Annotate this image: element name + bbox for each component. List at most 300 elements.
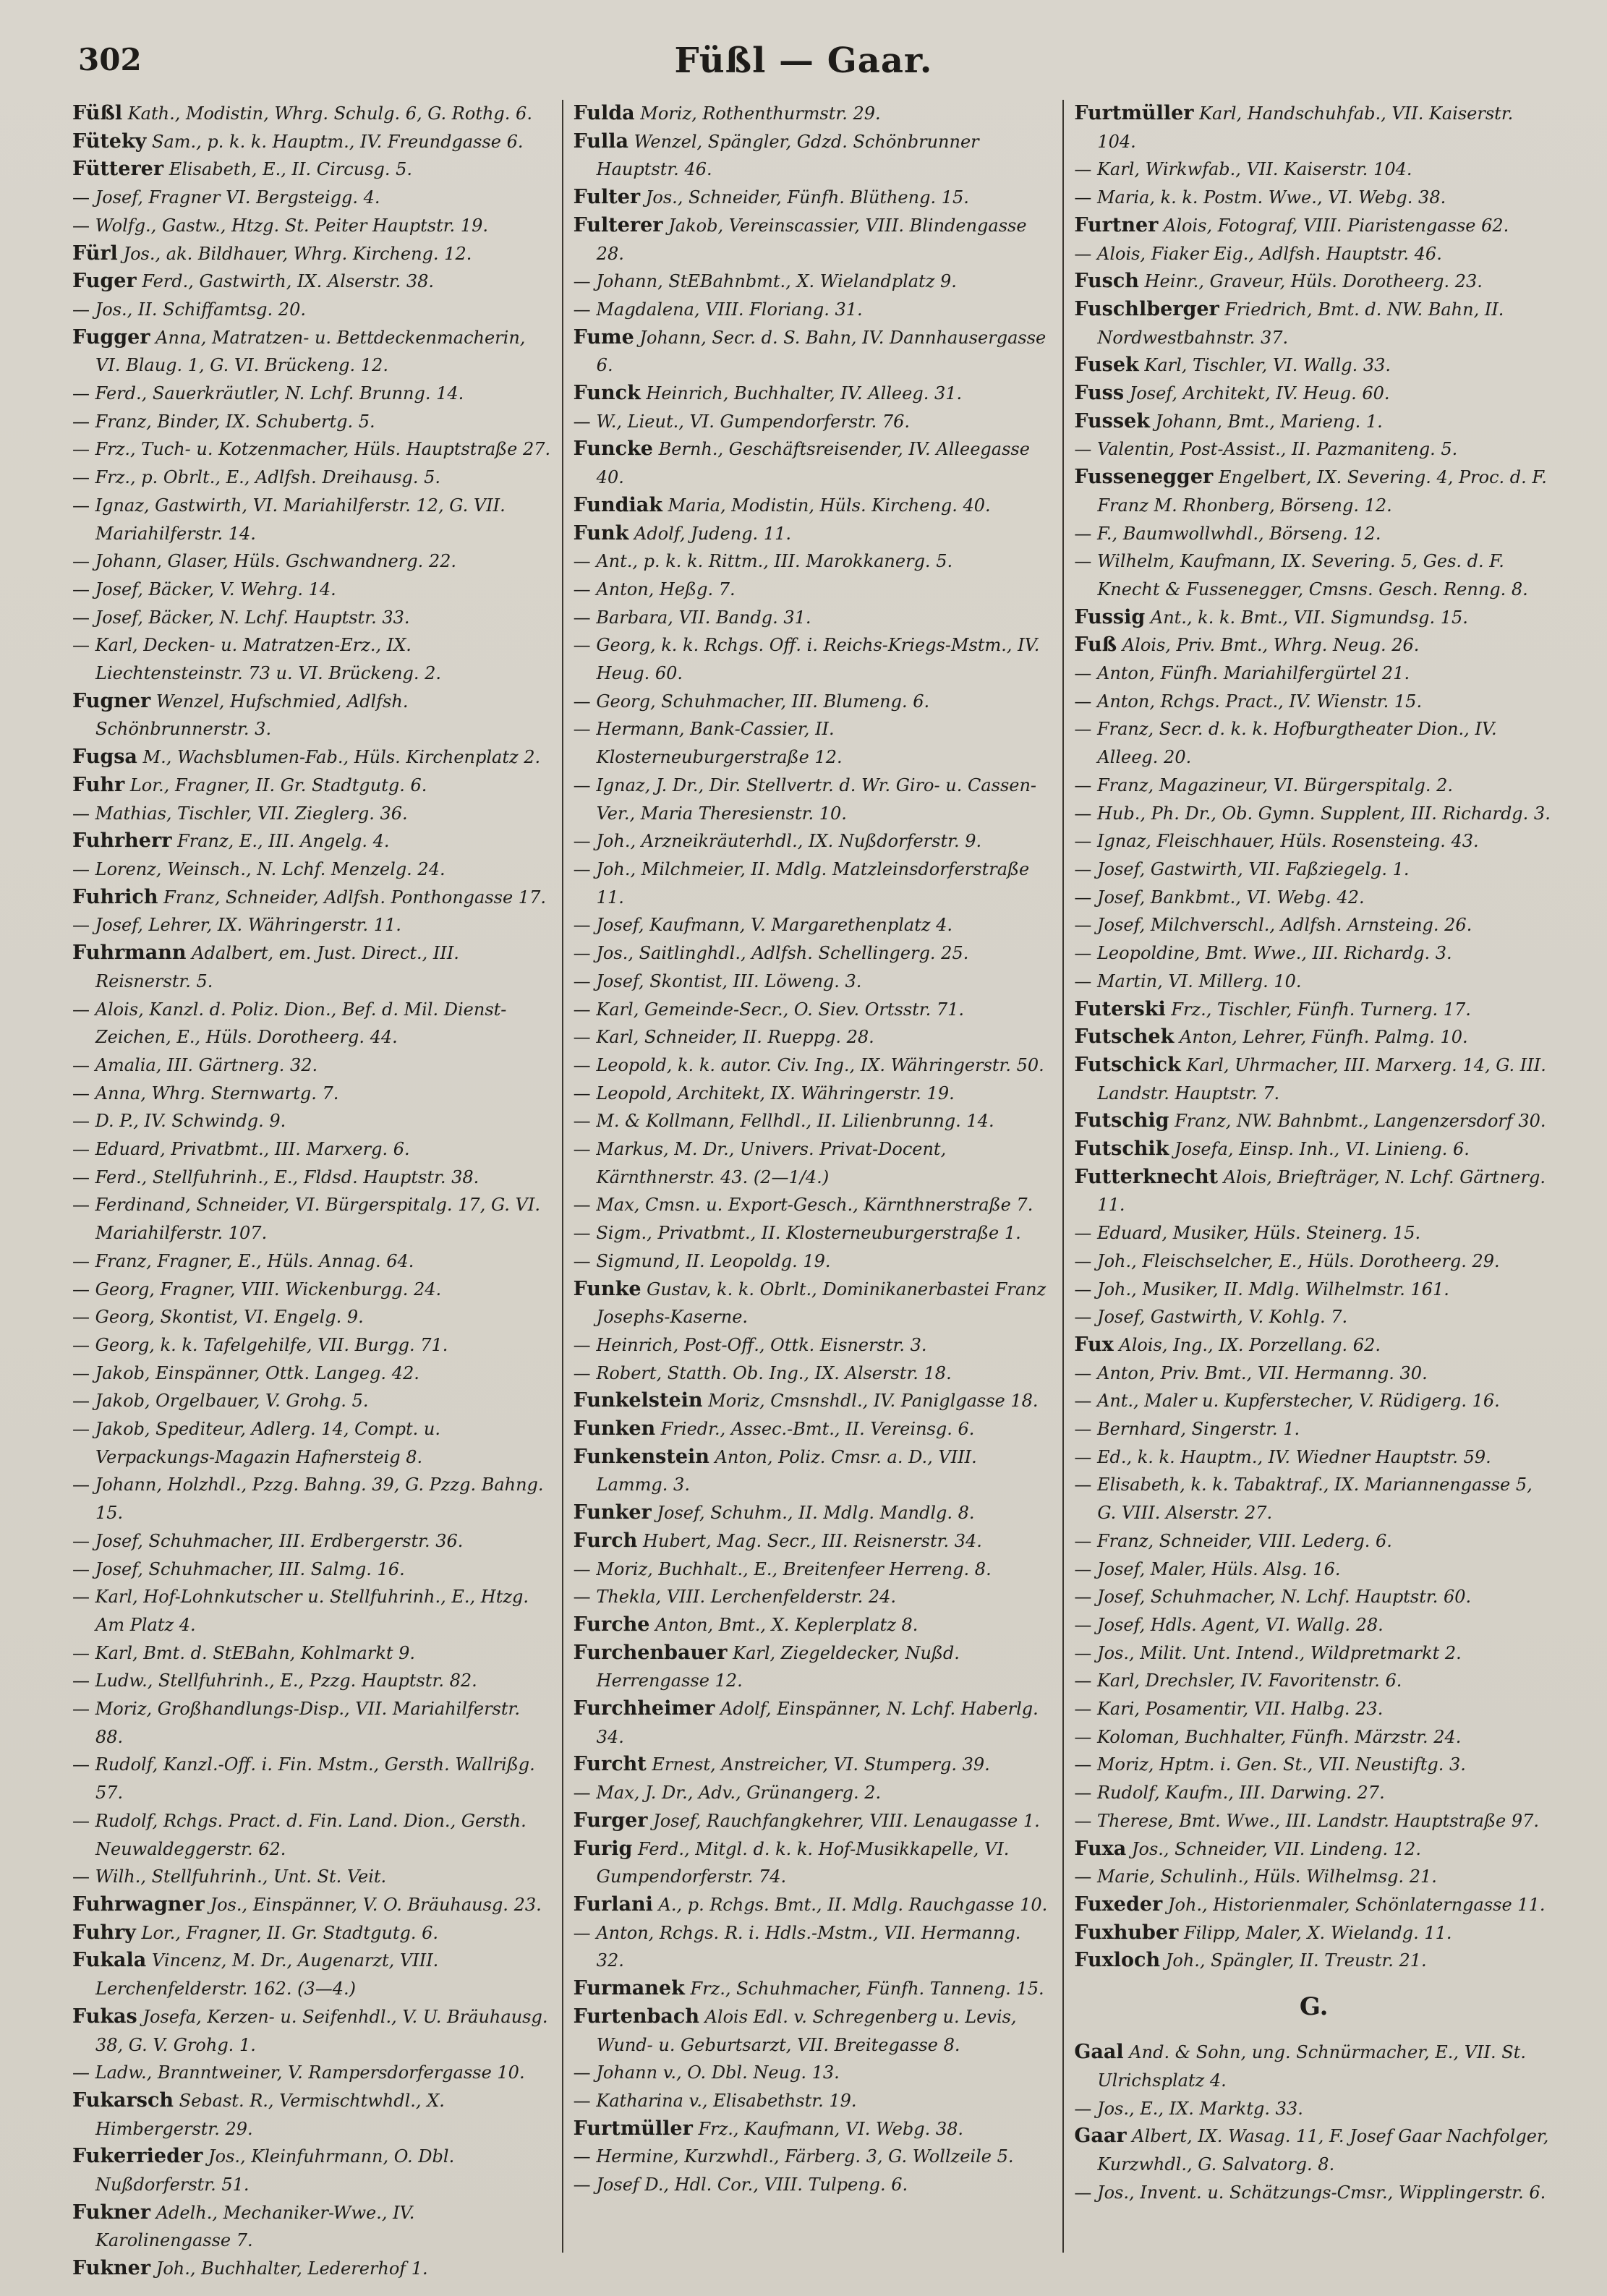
column-3-entries-after bbox=[1074, 2039, 1553, 2206]
directory-entry bbox=[1074, 939, 1553, 968]
directory-entry bbox=[72, 1107, 552, 1135]
directory-entry bbox=[1074, 772, 1553, 800]
entry-details: — Georg, Fragner, VIII. Wickenburgg. 24. bbox=[72, 1279, 441, 1299]
entry-details: — Ant., p. k. k. Rittm., III. Marokkanerg. 5. bbox=[574, 551, 952, 571]
directory-entry bbox=[574, 1107, 1053, 1135]
entry-surname: Funcke bbox=[573, 438, 653, 461]
directory-entry bbox=[574, 715, 1053, 771]
directory-entry bbox=[1074, 1751, 1553, 1779]
entry-details: Joh., Spängler, II. Treustr. 21. bbox=[1165, 1950, 1427, 1971]
entry-details: — Ed., k. k. Hauptm., IV. Wiedner Hauptstr. 59. bbox=[1074, 1447, 1491, 1467]
directory-entry bbox=[1074, 715, 1553, 771]
entry-details: — Ferd., Sauerkräutler, N. Lchf. Brunng. 14. bbox=[72, 383, 464, 404]
entry-details: — Joh., Musiker, II. Mdlg. Wilhelmstr. 161. bbox=[1074, 1279, 1449, 1299]
entry-details: — Anton, Priv. Bmt., VII. Hermanng. 30. bbox=[1074, 1363, 1427, 1383]
directory-entry bbox=[72, 2199, 552, 2255]
directory-entry bbox=[574, 2087, 1053, 2115]
directory-entry bbox=[574, 939, 1053, 968]
entry-details: Jos., Schneider, VII. Lindeng. 12. bbox=[1131, 1838, 1421, 1859]
entry-details: — Ignaz, Gastwirth, VI. Mariahilferstr. 12, G. VII. Mariahilferstr. 14. bbox=[72, 495, 506, 544]
entry-details: — Georg, Skontist, VI. Engelg. 9. bbox=[72, 1307, 364, 1327]
entry-details: Moriz, Rothenthurmstr. 29. bbox=[640, 103, 881, 124]
entry-details: Franz, Schneider, Adlfsh. Ponthongasse 17. bbox=[163, 887, 546, 908]
entry-surname: Furig bbox=[573, 1837, 633, 1860]
entry-surname: Fuhrwagner bbox=[72, 1893, 205, 1916]
entry-surname: Funke bbox=[573, 1277, 641, 1300]
directory-entry bbox=[72, 435, 552, 464]
entry-details: — Valentin, Post-Assist., II. Pazmaniteng. 5. bbox=[1074, 439, 1457, 459]
entry-details: Engelbert, IX. Severing. 4, Proc. d. F. Franz M. Rhonberg, Börseng. 12. bbox=[1097, 467, 1547, 516]
directory-entry bbox=[72, 1919, 552, 1947]
entry-surname: Fusch bbox=[1074, 270, 1139, 293]
entry-details: — Josef, Lehrer, IX. Währingerstr. 11. bbox=[72, 915, 401, 935]
directory-entry bbox=[574, 1695, 1053, 1751]
entry-surname: Funkelstein bbox=[573, 1389, 703, 1412]
entry-surname: Fussek bbox=[1074, 409, 1150, 432]
entry-details: Anna, Matratzen- u. Bettdeckenmacherin, VI. Blaug. 1, G. VI. Brückeng. 12. bbox=[95, 327, 526, 376]
directory-entry bbox=[72, 100, 552, 128]
directory-entry bbox=[1074, 1415, 1553, 1443]
entry-surname: Fume bbox=[573, 325, 634, 349]
directory-entry bbox=[1074, 351, 1553, 380]
entry-details: — Jos., II. Schiffamtsg. 20. bbox=[72, 299, 306, 320]
directory-entry bbox=[72, 268, 552, 296]
directory-entry bbox=[574, 380, 1053, 408]
entry-details: — Hermine, Kurzwhdl., Färberg. 3, G. Wollzeile 5. bbox=[574, 2146, 1014, 2167]
entry-details: Josef, Architekt, IV. Heug. 60. bbox=[1129, 383, 1390, 404]
entry-details: — Elisabeth, k. k. Tabaktraf., IX. Mariannengasse 5, G. VIII. Alserstr. 27. bbox=[1074, 1475, 1532, 1523]
entry-surname: Fugner bbox=[72, 689, 151, 712]
entry-details: — Sigmund, II. Leopoldg. 19. bbox=[574, 1251, 831, 1271]
entry-details: — Alois, Fiaker Eig., Adlfsh. Hauptstr. 46. bbox=[1074, 244, 1442, 264]
directory-entry bbox=[1074, 2039, 1553, 2094]
entry-surname: Furger bbox=[573, 1809, 648, 1832]
entry-details: — Amalia, III. Gärtnerg. 32. bbox=[72, 1055, 317, 1075]
entry-details: Johann, Bmt., Marieng. 1. bbox=[1155, 411, 1383, 432]
entry-details: — Max, Cmsn. u. Export-Gesch., Kärnthnerstraße 7. bbox=[574, 1195, 1033, 1215]
directory-entry bbox=[72, 743, 552, 772]
entry-details: — Anton, Rchgs. R. i. Hdls.-Mstm., VII. Hermanng. 32. bbox=[574, 1923, 1021, 1971]
directory-entry bbox=[72, 240, 552, 268]
directory-entry bbox=[574, 324, 1053, 380]
page-number: 302 bbox=[78, 42, 142, 77]
entry-surname: Furche bbox=[573, 1613, 650, 1636]
entry-details: — Joh., Milchmeier, II. Mdlg. Matzleinsdorferstraße 11. bbox=[574, 859, 1030, 908]
directory-entry bbox=[574, 2115, 1053, 2143]
directory-entry bbox=[72, 604, 552, 632]
directory-entry bbox=[72, 1164, 552, 1192]
entry-surname: Fundiak bbox=[573, 493, 662, 516]
entry-details: — Ferdinand, Schneider, VI. Bürgerspitalg. 17, G. VI. Mariahilferstr. 107. bbox=[72, 1195, 540, 1243]
directory-entry bbox=[574, 1499, 1053, 1527]
directory-entry bbox=[1074, 1276, 1553, 1304]
entry-details: Alois, Priv. Bmt., Whrg. Neug. 26. bbox=[1122, 635, 1420, 656]
entry-surname: Futerski bbox=[1074, 997, 1166, 1020]
entry-surname: Furmanek bbox=[573, 1977, 685, 2000]
entry-details: — Magdalena, VIII. Floriang. 31. bbox=[574, 299, 863, 320]
entry-details: Ant., k. k. Bmt., VII. Sigmundsg. 15. bbox=[1150, 607, 1468, 628]
entry-surname: Fütterer bbox=[72, 158, 164, 181]
directory-entry bbox=[574, 604, 1053, 632]
directory-entry bbox=[72, 1751, 552, 1806]
entry-details: Elisabeth, E., II. Circusg. 5. bbox=[169, 159, 413, 180]
directory-entry bbox=[1074, 240, 1553, 268]
entry-details: Jos., Kleinfuhrmann, O. Dbl. Nußdorferstr. 51. bbox=[95, 2146, 455, 2195]
directory-entry bbox=[1074, 1107, 1553, 1135]
directory-entry bbox=[574, 855, 1053, 911]
directory-entry bbox=[72, 324, 552, 380]
entry-details: — Wilh., Stellfuhrinh., Unt. St. Veit. bbox=[72, 1866, 386, 1887]
entry-details: Anton, Lehrer, Fünfh. Palmg. 10. bbox=[1179, 1027, 1468, 1048]
entry-details: — Josef, Fragner VI. Bergsteigg. 4. bbox=[72, 187, 380, 208]
directory-entry bbox=[574, 1611, 1053, 1639]
entry-surname: Fukerrieder bbox=[72, 2145, 203, 2168]
entry-surname: Furch bbox=[573, 1529, 638, 1552]
column-2 bbox=[562, 100, 1063, 2253]
entry-details: — Alois, Kanzl. d. Poliz. Dion., Bef. d. Mil. Dienst-Zeichen, E., Hüls. Dorotheerg. 44. bbox=[72, 999, 506, 1048]
directory-entry bbox=[1074, 1667, 1553, 1695]
entry-details: — Franz, Fragner, E., Hüls. Annag. 64. bbox=[72, 1251, 414, 1271]
directory-entry bbox=[1074, 631, 1553, 660]
entry-details: — Jos., Milit. Unt. Intend., Wildpretmarkt 2. bbox=[1074, 1643, 1461, 1663]
entry-details: — Lorenz, Weinsch., N. Lchf. Menzelg. 24. bbox=[72, 859, 446, 879]
entry-surname: Fuhrmann bbox=[72, 942, 187, 965]
directory-entry bbox=[574, 827, 1053, 855]
directory-entry bbox=[72, 576, 552, 604]
directory-entry bbox=[574, 772, 1053, 827]
entry-surname: Fukarsch bbox=[72, 2088, 174, 2112]
entry-details: — Wolfg., Gastw., Htzg. St. Peiter Hauptstr. 19. bbox=[72, 215, 488, 236]
directory-entry bbox=[574, 1835, 1053, 1891]
directory-entry bbox=[72, 996, 552, 1051]
entry-details: Heinrich, Buchhalter, IV. Alleeg. 31. bbox=[646, 383, 963, 404]
directory-entry bbox=[574, 1751, 1053, 1779]
entry-details: — Leopold, Architekt, IX. Währingerstr. 19. bbox=[574, 1083, 955, 1104]
entry-surname: Fuhr bbox=[72, 773, 125, 796]
directory-entry bbox=[574, 296, 1053, 324]
directory-entry bbox=[574, 1276, 1053, 1331]
entry-details: Heinr., Graveur, Hüls. Dorotheerg. 23. bbox=[1144, 271, 1483, 292]
directory-entry bbox=[574, 1247, 1053, 1276]
entry-details: — Georg, k. k. Rchgs. Off. i. Reichs-Kriegs-Mstm., IV. Heug. 60. bbox=[574, 635, 1040, 683]
entry-details: — Jos., Invent. u. Schätzungs-Cmsr., Wipplingerstr. 6. bbox=[1074, 2182, 1546, 2203]
directory-entry bbox=[574, 1360, 1053, 1388]
entry-details: — Rudolf, Kanzl.-Off. i. Fin. Mstm., Gersth. Wallrißg. 57. bbox=[72, 1754, 535, 1803]
directory-entry bbox=[1074, 100, 1553, 155]
entry-details: — Max, J. Dr., Adv., Grünangerg. 2. bbox=[574, 1783, 881, 1803]
directory-entry bbox=[574, 1555, 1053, 1584]
directory-entry bbox=[574, 1919, 1053, 1975]
directory-entry bbox=[1074, 688, 1553, 716]
entry-details: Josef, Schuhm., II. Mdlg. Mandlg. 8. bbox=[657, 1503, 975, 1524]
entry-surname: Fukas bbox=[72, 2005, 137, 2028]
entry-details: Maria, Modistin, Hüls. Kircheng. 40. bbox=[668, 495, 991, 516]
directory-entry bbox=[72, 800, 552, 828]
column-1 bbox=[72, 100, 562, 2280]
directory-entry bbox=[574, 212, 1053, 268]
entry-surname: Fukala bbox=[72, 1949, 147, 1972]
entry-details: Adelh., Mechaniker-Wwe., IV. Karolinengasse 7. bbox=[95, 2202, 415, 2251]
entry-surname: Fulla bbox=[573, 129, 629, 153]
entry-details: — Jakob, Einspänner, Ottk. Langeg. 42. bbox=[72, 1363, 419, 1383]
entry-details: — Josef, Skontist, III. Löweng. 3. bbox=[574, 971, 862, 991]
entry-surname: Funck bbox=[573, 382, 641, 405]
entry-details: — Jos., E., IX. Marktg. 33. bbox=[1074, 2099, 1303, 2119]
entry-details: Karl, Ziegeldecker, Nußd. Herrengasse 12. bbox=[596, 1642, 960, 1691]
entry-surname: Furlani bbox=[573, 1893, 653, 1916]
entry-details: — Ferd., Stellfuhrinh., E., Fldsd. Hauptstr. 38. bbox=[72, 1167, 479, 1187]
directory-entry bbox=[72, 1051, 552, 1080]
directory-entry bbox=[72, 855, 552, 884]
entry-details: — F., Baumwollwhdl., Börseng. 12. bbox=[1074, 524, 1381, 544]
entry-details: — Jakob, Orgelbauer, V. Grohg. 5. bbox=[72, 1391, 368, 1411]
directory-entry bbox=[1074, 1807, 1553, 1835]
directory-entry bbox=[574, 1443, 1053, 1499]
entry-details: Kath., Modistin, Whrg. Schulg. 6, G. Rothg. 6. bbox=[127, 103, 532, 124]
directory-entry bbox=[72, 1947, 552, 2002]
directory-entry bbox=[1074, 1919, 1553, 1947]
entry-details: Jakob, Vereinscassier, VIII. Blindengasse 28. bbox=[596, 215, 1027, 264]
entry-details: And. & Sohn, ung. Schnürmacher, E., VII. St. Ulrichsplatz 4. bbox=[1097, 2042, 1526, 2091]
directory-entry bbox=[72, 1247, 552, 1276]
entry-details: — Johann v., O. Dbl. Neug. 13. bbox=[574, 2062, 840, 2083]
entry-details: — Josef, Gastwirth, V. Kohlg. 7. bbox=[1074, 1307, 1347, 1327]
entry-details: — Moriz, Hptm. i. Gen. St., VII. Neustiftg. 3. bbox=[1074, 1754, 1466, 1775]
entry-details: — Jakob, Spediteur, Adlerg. 14, Compt. u. Verpackungs-Magazin Hafnersteig 8. bbox=[72, 1419, 440, 1467]
directory-entry bbox=[72, 631, 552, 687]
directory-entry bbox=[1074, 1695, 1553, 1723]
entry-details: — Anton, Heßg. 7. bbox=[574, 579, 736, 599]
directory-entry bbox=[72, 884, 552, 912]
entry-details: Franz, E., III. Angelg. 4. bbox=[177, 831, 390, 852]
entry-details: — Karl, Schneider, II. Rueppg. 28. bbox=[574, 1027, 874, 1047]
column-3-entries bbox=[1074, 100, 1553, 1975]
entry-details: — Heinrich, Post-Off., Ottk. Eisnerstr. 3. bbox=[574, 1335, 927, 1355]
entry-details: — Rudolf, Rchgs. Pract. d. Fin. Land. Dion., Gersth. Neuwaldeggerstr. 62. bbox=[72, 1811, 527, 1859]
directory-entry bbox=[574, 1080, 1053, 1108]
directory-entry bbox=[1074, 996, 1553, 1024]
entry-details: Frz., Tischler, Fünfh. Turnerg. 17. bbox=[1171, 999, 1471, 1020]
entry-details: — Mathias, Tischler, VII. Zieglerg. 36. bbox=[72, 803, 408, 824]
directory-entry bbox=[72, 1276, 552, 1304]
entry-details: — Anna, Whrg. Sternwartg. 7. bbox=[72, 1083, 338, 1104]
directory-entry bbox=[72, 2059, 552, 2087]
directory-entry bbox=[574, 520, 1053, 548]
entry-details: — Hub., Ph. Dr., Ob. Gymn. Supplent, III. Richardg. 3. bbox=[1074, 803, 1550, 824]
directory-entry bbox=[574, 2059, 1053, 2087]
entry-surname: Fuhrherr bbox=[72, 829, 172, 853]
entry-surname: Fux bbox=[1074, 1333, 1114, 1356]
entry-details: Jos., Schneider, Fünfh. Blütheng. 15. bbox=[645, 187, 969, 208]
directory-entry bbox=[1074, 2122, 1553, 2178]
entry-details: Lor., Fragner, II. Gr. Stadtgutg. 6. bbox=[141, 1922, 439, 1943]
entry-details: — Thekla, VIII. Lerchenfelderstr. 24. bbox=[574, 1587, 896, 1607]
directory-entry bbox=[72, 408, 552, 436]
entry-details: — Leopoldine, Bmt. Wwe., III. Richardg. 3. bbox=[1074, 943, 1452, 963]
directory-entry bbox=[574, 268, 1053, 296]
directory-entry bbox=[574, 631, 1053, 687]
entry-details: Friedr., Assec.-Bmt., II. Vereinsg. 6. bbox=[660, 1419, 975, 1440]
entry-details: Friedrich, Bmt. d. NW. Bahn, II. Nordwestbahnstr. 37. bbox=[1097, 299, 1504, 348]
entry-details: — Koloman, Buchhalter, Fünfh. Märzstr. 24. bbox=[1074, 1727, 1461, 1747]
directory-entry bbox=[574, 547, 1053, 576]
directory-entry bbox=[1074, 1583, 1553, 1611]
directory-entry bbox=[72, 2255, 552, 2283]
entry-surname: Fuhrich bbox=[72, 885, 158, 908]
entry-details: — Rudolf, Kaufm., III. Darwing. 27. bbox=[1074, 1783, 1384, 1803]
entry-details: — Frz., p. Obrlt., E., Adlfsh. Dreihausg. 5. bbox=[72, 467, 440, 487]
directory-entry bbox=[574, 1415, 1053, 1443]
directory-entry bbox=[1074, 268, 1553, 296]
entry-details: — Karl, Decken- u. Matratzen-Erz., IX. Liechtensteinstr. 73 u. VI. Brückeng. 2. bbox=[72, 635, 441, 683]
entry-details: — Robert, Statth. Ob. Ing., IX. Alserstr. 18. bbox=[574, 1363, 952, 1383]
directory-entry bbox=[574, 2003, 1053, 2059]
directory-entry bbox=[574, 1387, 1053, 1415]
entry-surname: Fürl bbox=[72, 242, 118, 265]
directory-entry bbox=[72, 547, 552, 576]
entry-surname: Gaar bbox=[1074, 2125, 1127, 2148]
directory-entry bbox=[72, 2003, 552, 2059]
entry-details: — Josef, Bäcker, N. Lchf. Hauptstr. 33. bbox=[72, 607, 410, 628]
entry-surname: Fukner bbox=[72, 2257, 151, 2280]
directory-entry bbox=[1074, 1219, 1553, 1247]
entry-details: — Georg, Schuhmacher, III. Blumeng. 6. bbox=[574, 691, 929, 712]
entry-details: Bernh., Geschäftsreisender, IV. Alleegasse 40. bbox=[596, 439, 1030, 488]
entry-details: Josefa, Kerzen- u. Seifenhdl., V. U. Bräuhausg. 38, G. V. Grohg. 1. bbox=[95, 2006, 548, 2055]
directory-entry bbox=[1074, 2095, 1553, 2123]
directory-entry bbox=[1074, 1947, 1553, 1975]
entry-surname: Fussig bbox=[1074, 605, 1146, 628]
entry-details: Wenzel, Spängler, Gdzd. Schönbrunner Hauptstr. 46. bbox=[596, 131, 979, 180]
directory-entry bbox=[1074, 1891, 1553, 1919]
directory-entry bbox=[72, 1471, 552, 1527]
directory-entry bbox=[1074, 435, 1553, 464]
directory-entry bbox=[1074, 155, 1553, 184]
directory-entry bbox=[574, 968, 1053, 996]
directory-entry bbox=[1074, 1835, 1553, 1864]
directory-entry bbox=[72, 688, 552, 743]
entry-surname: Fulda bbox=[573, 102, 635, 124]
directory-entry bbox=[72, 1667, 552, 1695]
entry-details: — W., Lieut., VI. Gumpendorferstr. 76. bbox=[574, 411, 910, 432]
directory-entry bbox=[1074, 380, 1553, 408]
directory-entry bbox=[1074, 1023, 1553, 1051]
entry-details: — Josef, Bäcker, V. Wehrg. 14. bbox=[72, 579, 336, 599]
entry-surname: Furtner bbox=[1074, 213, 1159, 236]
entry-surname: Futterknecht bbox=[1074, 1165, 1219, 1188]
entry-surname: Funk bbox=[573, 521, 629, 545]
entry-details: — Ant., Maler u. Kupferstecher, V. Rüdigerg. 16. bbox=[1074, 1391, 1499, 1411]
directory-entry bbox=[72, 1387, 552, 1415]
directory-entry bbox=[72, 1695, 552, 1751]
entry-details: M., Wachsblumen-Fab., Hüls. Kirchenplatz 2. bbox=[142, 747, 541, 768]
directory-entry bbox=[1074, 1639, 1553, 1668]
entry-details: Filipp, Maler, X. Wielandg. 11. bbox=[1183, 1922, 1452, 1943]
entry-details: — Karl, Drechsler, IV. Favoritenstr. 6. bbox=[1074, 1670, 1402, 1691]
entry-details: Frz., Kaufmann, VI. Webg. 38. bbox=[698, 2118, 964, 2139]
entry-surname: Fuxloch bbox=[1074, 1949, 1161, 1972]
directory-entry bbox=[72, 184, 552, 212]
entry-details: — Bernhard, Singerstr. 1. bbox=[1074, 1419, 1300, 1439]
entry-details: Alois, Fotograf, VIII. Piaristengasse 62. bbox=[1164, 215, 1509, 236]
entry-surname: Fussenegger bbox=[1074, 466, 1214, 489]
directory-entry bbox=[1074, 1387, 1553, 1415]
entry-details: — Moriz, Großhandlungs-Disp., VII. Mariahilferstr. 88. bbox=[72, 1699, 520, 1747]
directory-entry bbox=[1074, 827, 1553, 855]
directory-entry bbox=[1074, 1247, 1553, 1276]
directory-entry bbox=[1074, 296, 1553, 351]
directory-entry bbox=[1074, 1527, 1553, 1555]
directory-entry bbox=[72, 296, 552, 324]
entry-details: — Sigm., Privatbmt., II. Klosterneuburgerstraße 1. bbox=[574, 1223, 1021, 1243]
entry-surname: Furtmüller bbox=[1074, 102, 1194, 124]
directory-entry bbox=[1074, 604, 1553, 632]
entry-details: Ferd., Gastwirth, IX. Alserstr. 38. bbox=[142, 271, 435, 292]
directory-entry bbox=[72, 1191, 552, 1247]
entry-details: Gustav, k. k. Obrlt., Dominikanerbastei Franz Josephs-Kaserne. bbox=[596, 1279, 1047, 1328]
directory-entry bbox=[72, 1639, 552, 1668]
directory-entry bbox=[574, 1527, 1053, 1555]
entry-surname: Fuschlberger bbox=[1074, 297, 1219, 320]
directory-entry bbox=[574, 492, 1053, 520]
directory-entry bbox=[72, 212, 552, 240]
entry-surname: Fuger bbox=[72, 270, 137, 293]
entry-details: — Josef, Schuhmacher, III. Salmg. 16. bbox=[72, 1559, 405, 1579]
entry-surname: Futschik bbox=[1074, 1138, 1169, 1161]
entry-details: Alois, Ing., IX. Porzellang. 62. bbox=[1119, 1334, 1381, 1355]
entry-surname: Fuß bbox=[1074, 633, 1117, 657]
directory-entry bbox=[574, 100, 1053, 128]
entry-surname: Funken bbox=[573, 1417, 656, 1441]
entry-surname: Futschick bbox=[1074, 1053, 1181, 1076]
entry-details: Alois, Briefträger, N. Lchf. Gärtnerg. 11. bbox=[1097, 1166, 1546, 1216]
entry-details: — Josef D., Hdl. Cor., VIII. Tulpeng. 6. bbox=[574, 2175, 908, 2195]
directory-entry bbox=[574, 1051, 1053, 1080]
directory-entry bbox=[72, 827, 552, 855]
entry-details: — Eduard, Privatbmt., III. Marxerg. 6. bbox=[72, 1139, 410, 1159]
column-3 bbox=[1062, 100, 1564, 2253]
directory-entry bbox=[574, 1583, 1053, 1611]
entry-details: — Eduard, Musiker, Hüls. Steinerg. 15. bbox=[1074, 1223, 1420, 1243]
entry-details: Johann, Secr. d. S. Bahn, IV. Dannhausergasse 6. bbox=[596, 327, 1047, 376]
entry-surname: Fuxa bbox=[1074, 1837, 1127, 1860]
directory-entry bbox=[72, 464, 552, 492]
entry-details: — Martin, VI. Millerg. 10. bbox=[1074, 971, 1301, 991]
entry-details: Vincenz, M. Dr., Augenarzt, VIII. Lerchenfelderstr. 162. (3—4.) bbox=[95, 1950, 439, 2000]
entry-details: A., p. Rchgs. Bmt., II. Mdlg. Rauchgasse 10. bbox=[658, 1895, 1048, 1915]
entry-details: — Joh., Fleischselcher, E., Hüls. Dorotheerg. 29. bbox=[1074, 1251, 1499, 1271]
directory-entry bbox=[1074, 547, 1553, 603]
entry-details: — Johann, StEBahnbmt., X. Wielandplatz 9. bbox=[574, 271, 957, 291]
entry-details: — Karl, Gemeinde-Secr., O. Siev. Ortsstr. 71. bbox=[574, 999, 964, 1020]
entry-surname: Fuxeder bbox=[1074, 1893, 1163, 1916]
entry-details: — Josef, Milchverschl., Adlfsh. Arnsteing. 26. bbox=[1074, 915, 1472, 935]
entry-surname: Furtenbach bbox=[573, 2005, 699, 2028]
directory-entry bbox=[72, 1360, 552, 1388]
entry-surname: Fuxhuber bbox=[1074, 1921, 1179, 1944]
entry-details: Karl, Uhrmacher, III. Marxerg. 14, G. III. Landstr. Hauptstr. 7. bbox=[1097, 1054, 1546, 1104]
entry-surname: Füteky bbox=[72, 129, 147, 153]
directory-entry bbox=[72, 128, 552, 156]
entry-details: — Jos., Saitlinghdl., Adlfsh. Schellingerg. 25. bbox=[574, 943, 969, 963]
entry-surname: Futschek bbox=[1074, 1025, 1175, 1049]
directory-entry bbox=[1074, 660, 1553, 688]
directory-entry bbox=[72, 1415, 552, 1471]
directory-entry bbox=[72, 911, 552, 939]
directory-entry bbox=[72, 1303, 552, 1331]
directory-entry bbox=[574, 1331, 1053, 1360]
entry-details: — Franz, Binder, IX. Schubertg. 5. bbox=[72, 411, 375, 432]
